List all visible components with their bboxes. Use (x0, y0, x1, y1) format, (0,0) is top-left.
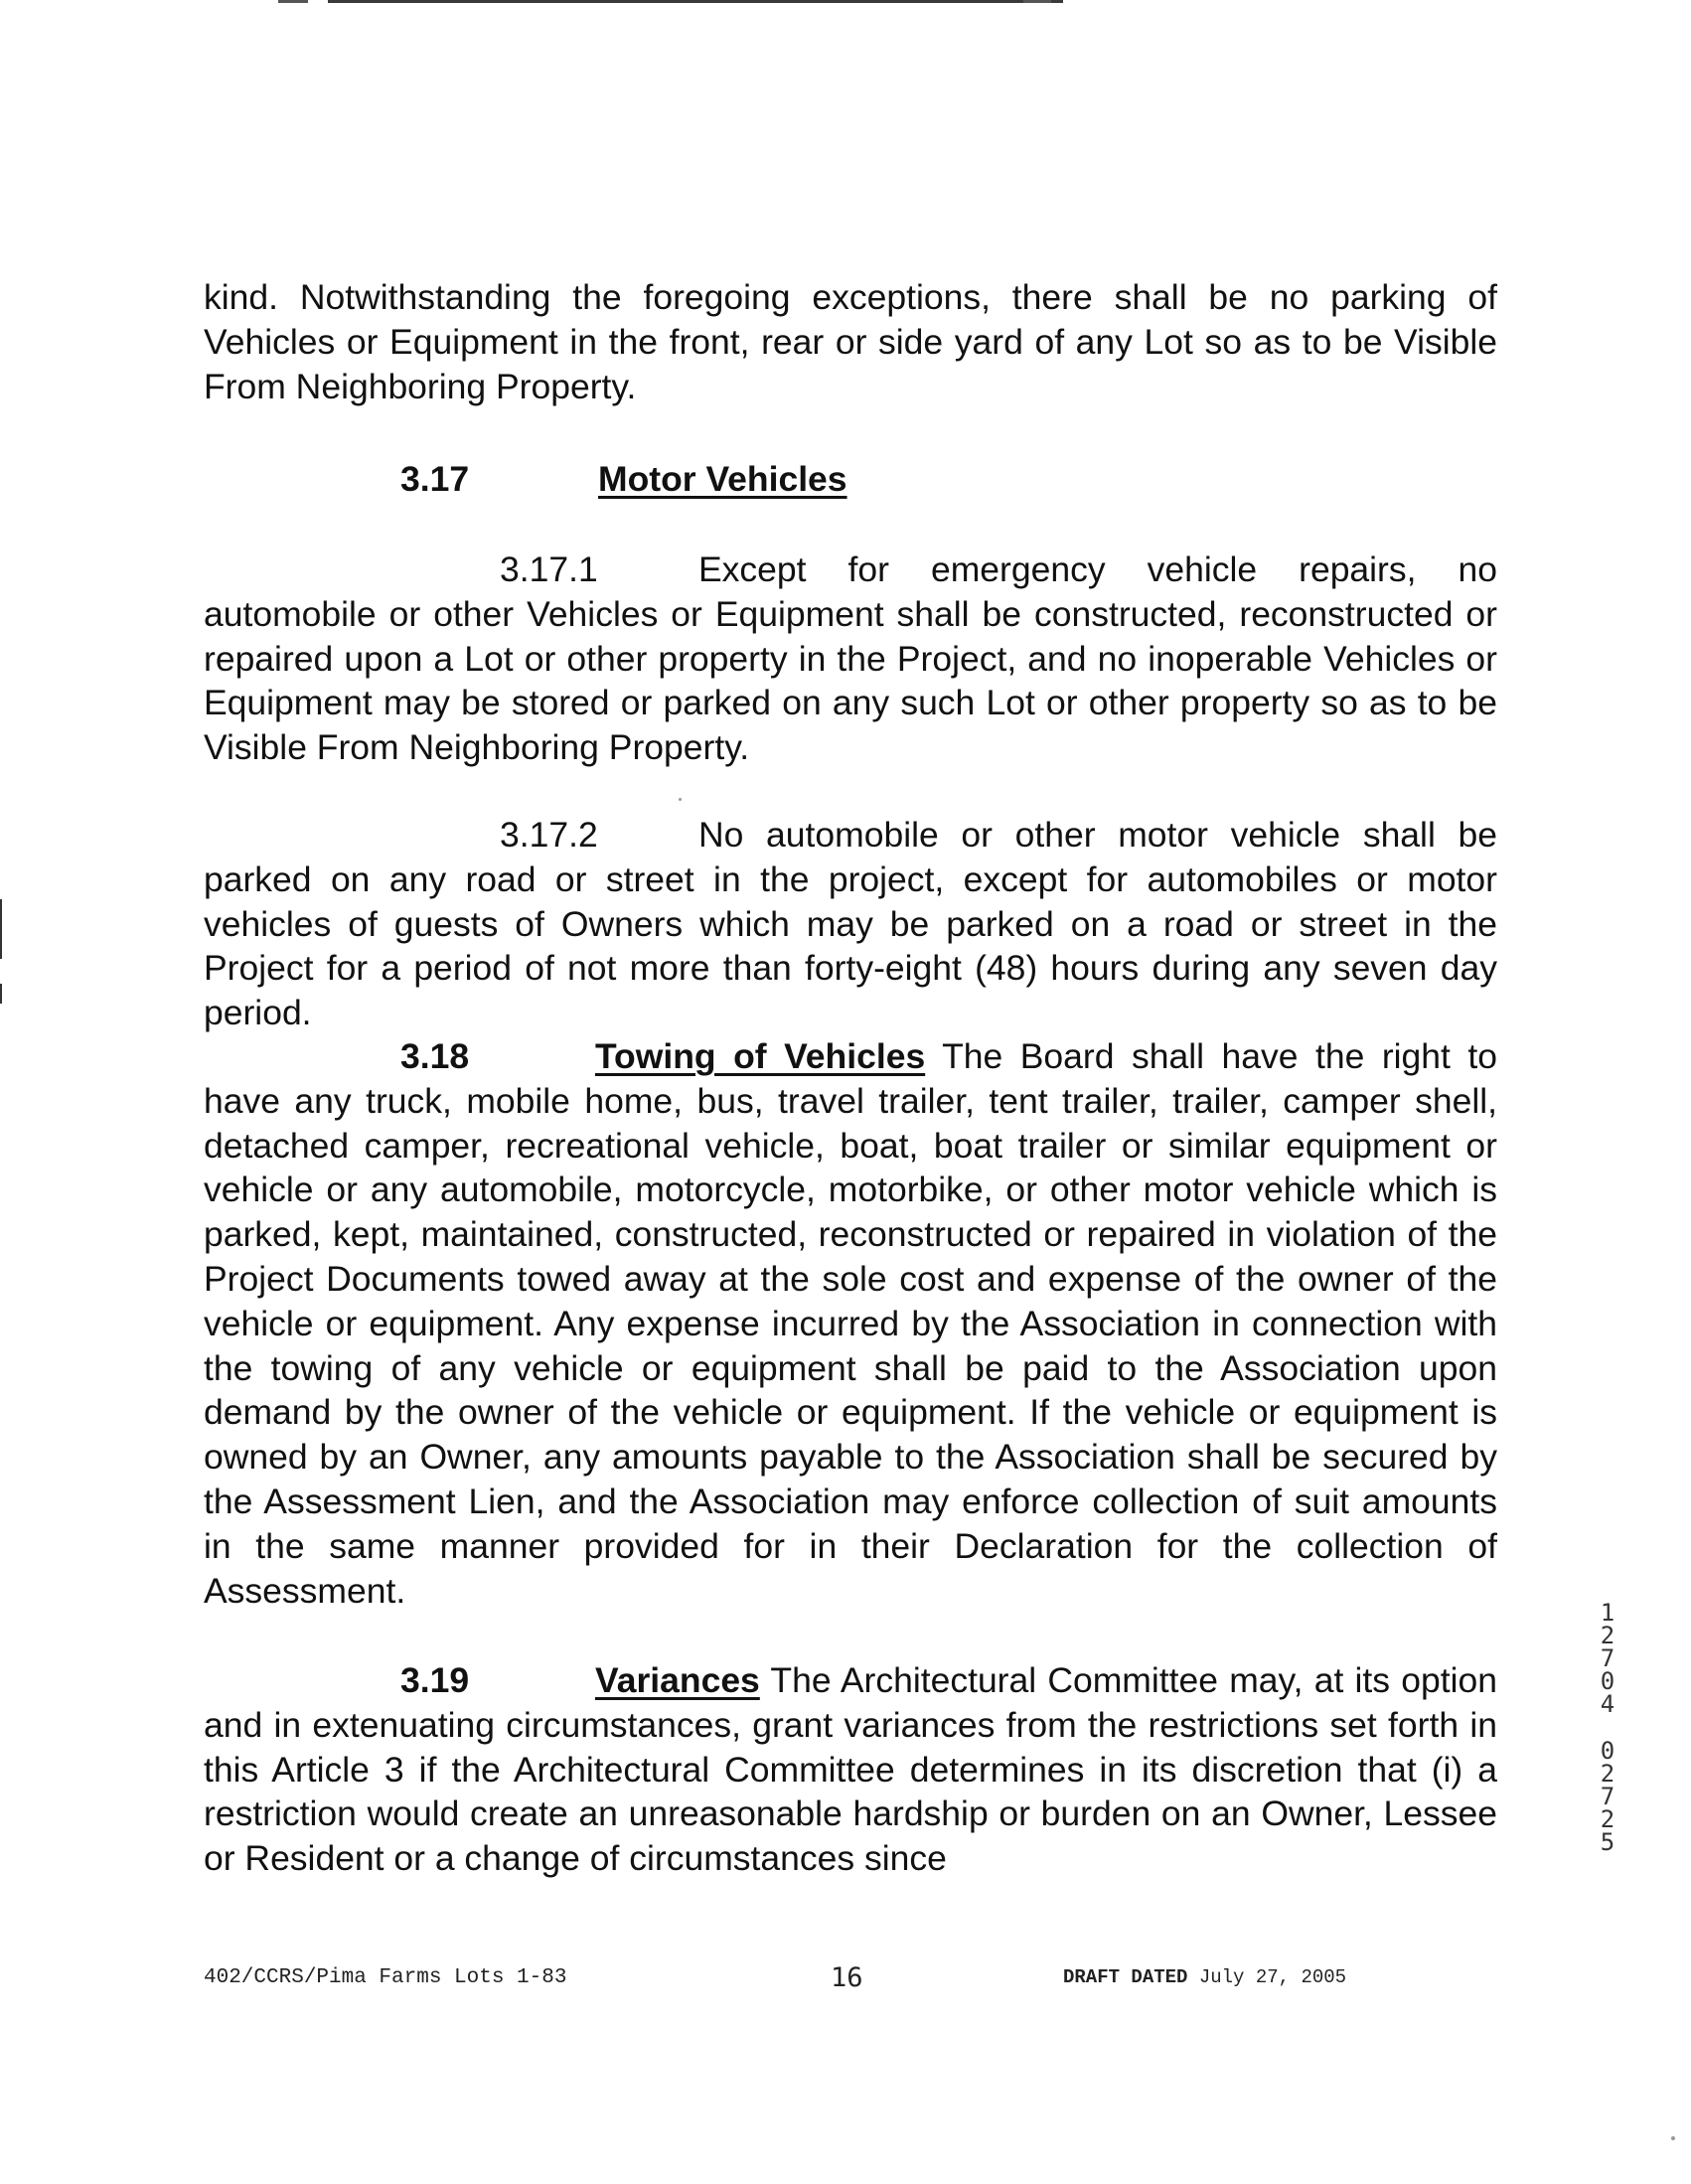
scan-speck (679, 798, 682, 801)
scan-speck (1671, 2136, 1675, 2140)
subsection-number: 3.17.1 (500, 549, 598, 589)
section-text: The Architectural Committee may, at its option and in extenuating circumstances, grant variances from the restrictions set forth in this Article 3 if the Architectural Committee determines in its discretion that (i) a restriction would create an unreasonable hardship or burden on an Owner, Lessee or Resident or a change of circumstances since (204, 1660, 1497, 1879)
intro-paragraph: kind. Notwithstanding the foregoing exceptions, there shall be no parking of Vehicles or Equipment in the front, rear or side yard of any Lot so as to be Visible From Neighboring Property. (204, 277, 1497, 406)
subsection-text: Except for emergency vehicle repairs, no automobile or other Vehicles or Equipment shall be constructed, reconstructed or repaired upon a Lot or other property in the Project, and no inoperable Vehicles or Equipment may be stored or parked on any such Lot or other property so as to be Visible From Neighboring Property. (204, 549, 1497, 768)
section-3-18 (204, 1034, 1497, 1613)
section-title: Motor Vehicles (598, 459, 847, 499)
scan-top-rule (328, 0, 1063, 3)
stamp-digit: 2 (1600, 1760, 1615, 1788)
section-title: Towing of Vehicles (595, 1036, 926, 1076)
subsection-3-17-2 (204, 813, 1497, 1035)
intro-paragraph-block (204, 275, 1497, 408)
scan-left-edge-mark (0, 899, 2, 959)
subsection-3-17-1 (204, 547, 1497, 770)
scan-top-rule-fragment (278, 0, 308, 3)
footer-draft-date (1063, 1966, 1346, 1988)
stamp-digit: 7 (1600, 1644, 1615, 1672)
draft-label: DRAFT DATED (1063, 1966, 1188, 1988)
stamp-digit: 5 (1600, 1828, 1615, 1856)
stamp-digit: 4 (1600, 1690, 1615, 1718)
stamp-digit: 0 (1600, 1737, 1615, 1765)
footer-doc-ref: 402/CCRS/Pima Farms Lots 1-83 (204, 1966, 567, 1989)
stamp-digit: 2 (1600, 1622, 1615, 1649)
stamp-digit: 0 (1600, 1667, 1615, 1695)
subsection-text: No automobile or other motor vehicle shall be parked on any road or street in the project, except for automobiles or motor vehicles of guests of Owners which may be parked on a road or street in the Project for a period of not more than forty-eight (48) hours during any seven day period. (204, 815, 1497, 1033)
section-3-17-heading (400, 457, 997, 503)
section-title: Variances (595, 1660, 760, 1700)
scan-left-edge-mark (0, 984, 2, 1004)
stamp-digit: 1 (1600, 1599, 1615, 1627)
subsection-number: 3.17.2 (500, 815, 598, 855)
recording-stamp-part-2 (1593, 1737, 1622, 1856)
section-number: 3.19 (400, 1660, 470, 1700)
section-text: The Board shall have the right to have any truck, mobile home, bus, travel trailer, tent trailer, trailer, camper shell, detached camper, recreational vehicle, boat, boat trailer or similar equipment or vehicle or any automobile, motorcycle, motorbike, or other motor vehicle which is parked, kept, maintained, constructed, reconstructed or repaired in violation of the Project Documents towed away at the sole cost and expense of the owner of the vehicle or equipment. Any expense incurred by the Association in connection with the towing of any vehicle or equipment shall be paid to the Association upon demand by the owner of the vehicle or equipment. If the vehicle or equipment is owned by an Owner, any amounts payable to the Association shall be secured by the Assessment Lien, and the Association may enforce collection of suit amounts in the same manner provided for in their Declaration for the collection of Assessment. (204, 1036, 1497, 1611)
recording-stamp-part-1 (1593, 1599, 1622, 1718)
footer-page-number: 16 (831, 1962, 863, 1993)
stamp-digit: 2 (1600, 1805, 1615, 1833)
stamp-digit: 7 (1600, 1783, 1615, 1810)
section-number: 3.17 (400, 459, 470, 499)
section-3-19 (204, 1658, 1497, 1881)
draft-date: July 27, 2005 (1198, 1966, 1347, 1988)
scan-top-rule-fragment (1023, 0, 1051, 3)
recording-stamp (1593, 1599, 1622, 1856)
section-number: 3.18 (400, 1036, 470, 1076)
